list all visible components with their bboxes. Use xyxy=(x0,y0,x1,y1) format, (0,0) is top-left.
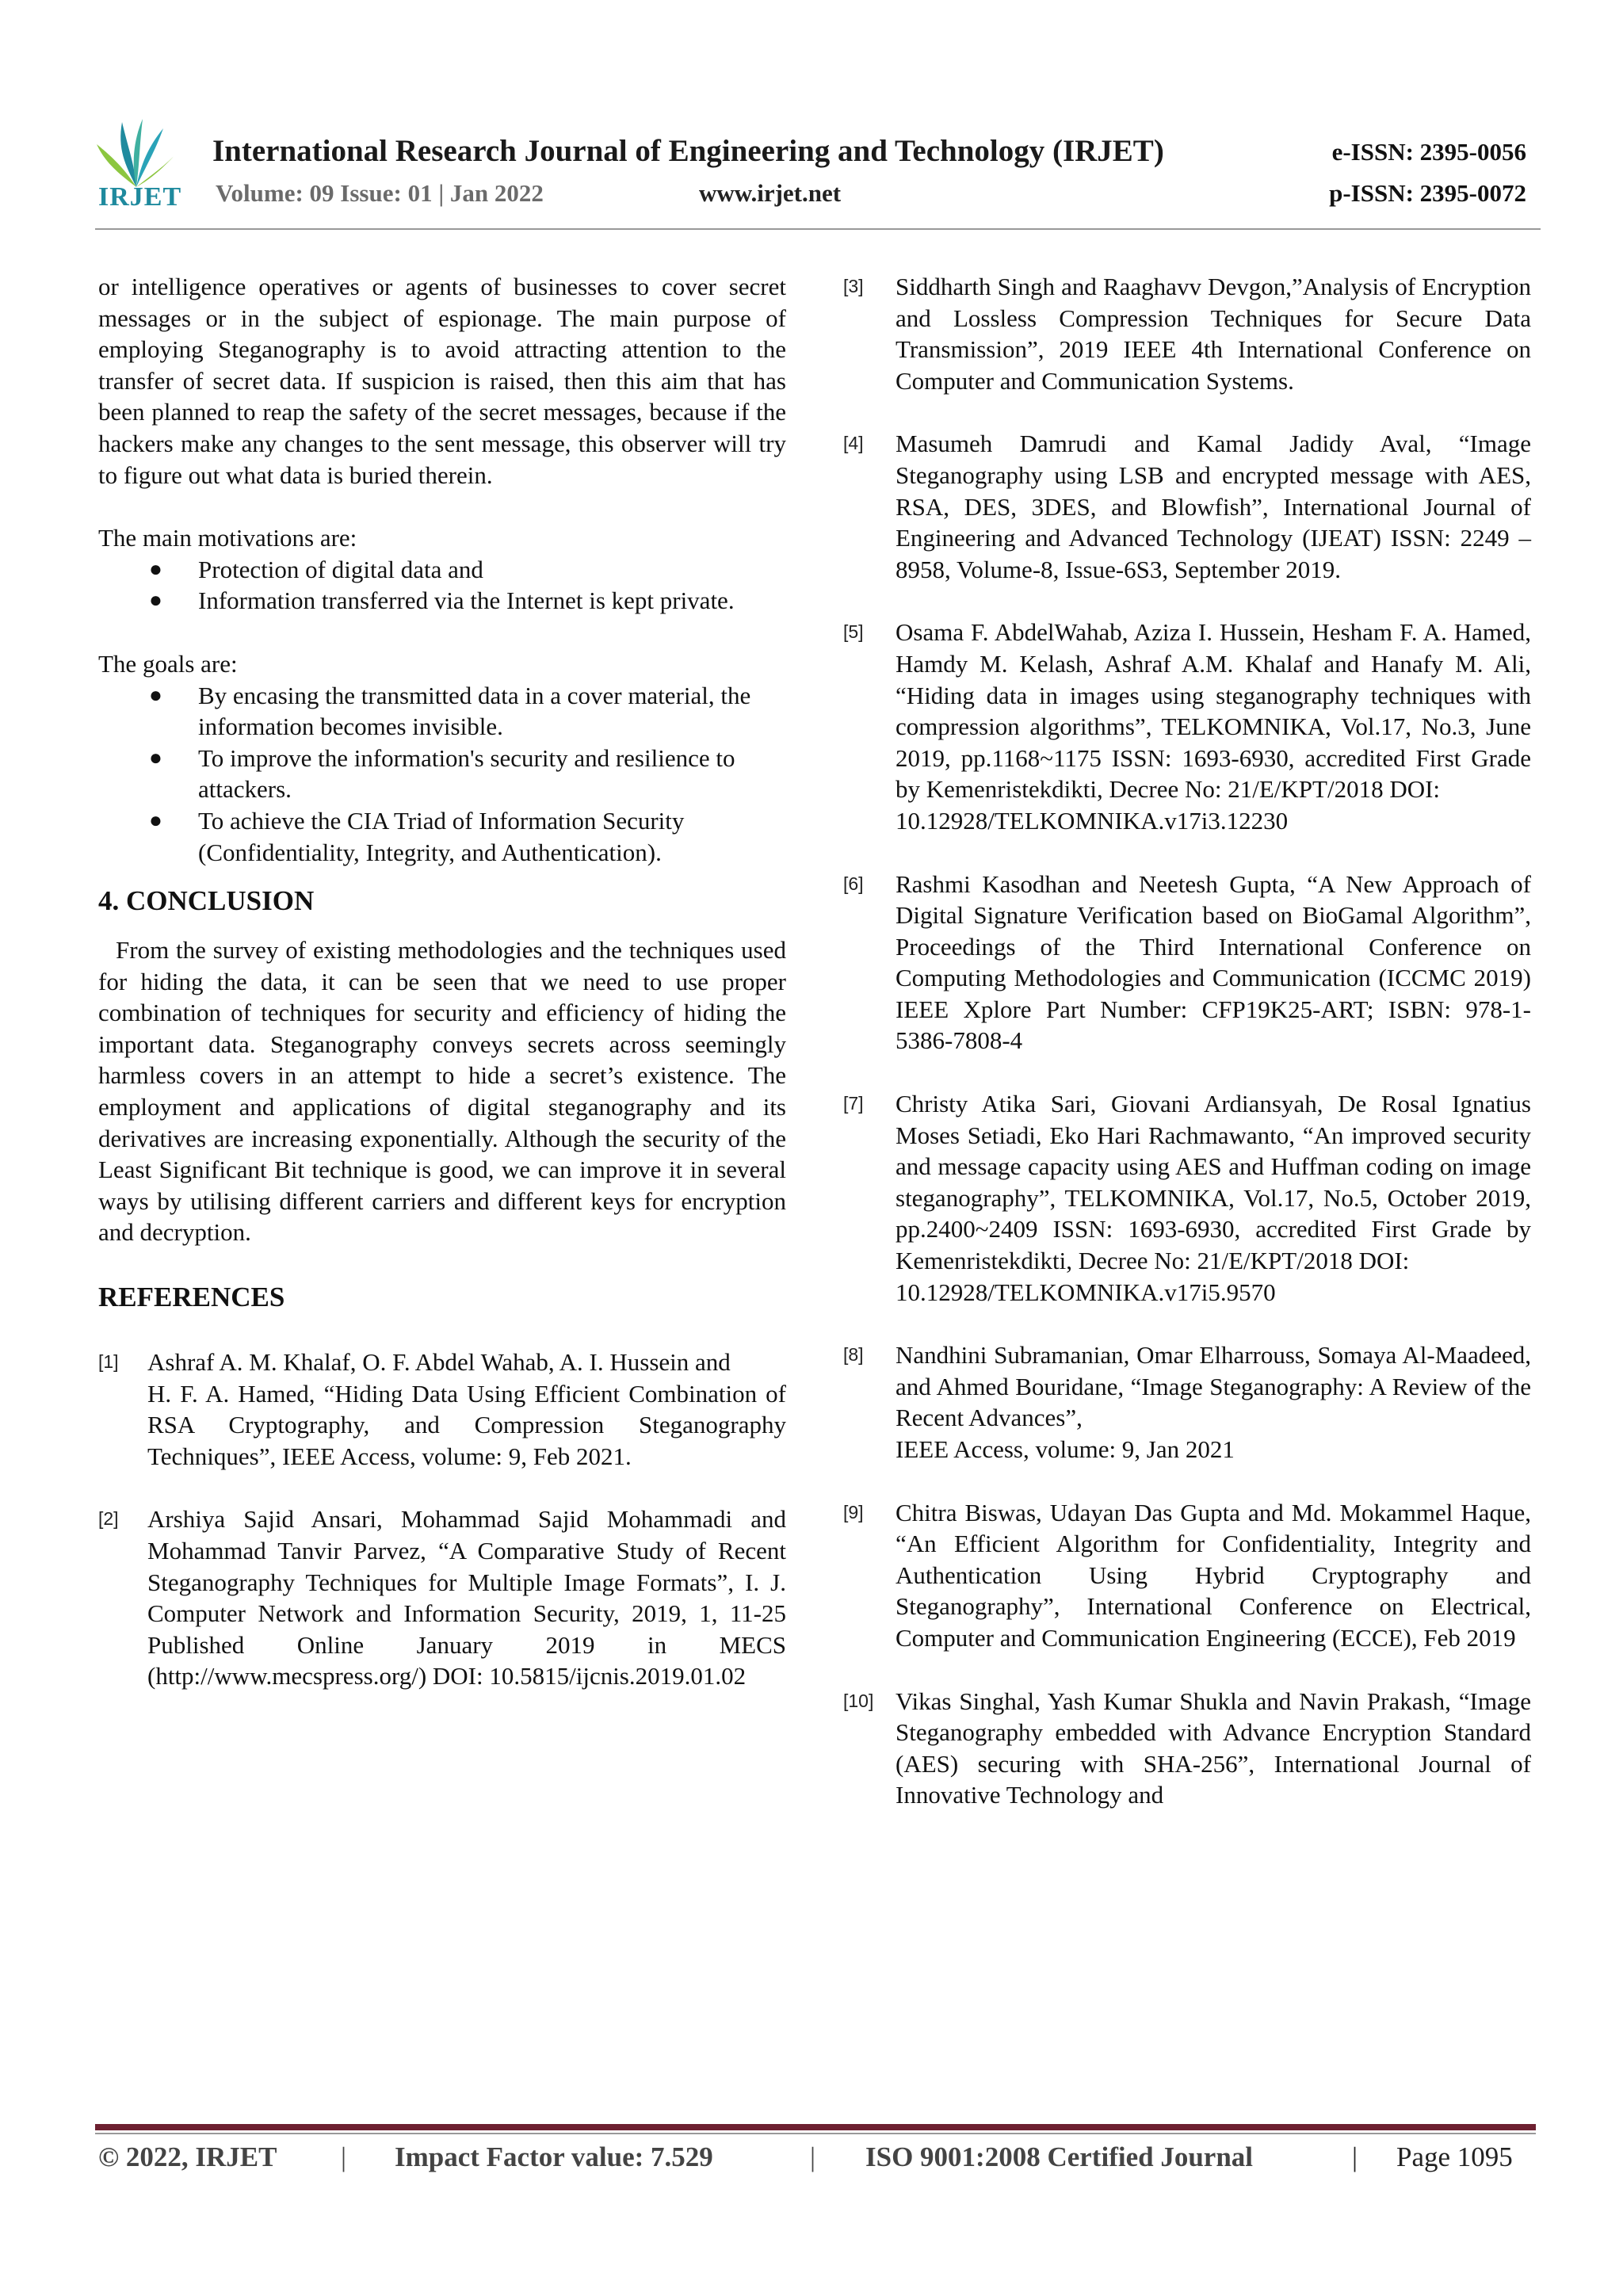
reference-number: [5] xyxy=(843,621,864,643)
reference-9: [9] Chitra Biswas, Udayan Das Gupta and Md. Mokammel Haque, “An Efficient Algorithm for Confidentiality, Integrity and Authentication Using Hybrid Cryptography and Steganography”, International Conference on Electrical, Computer and Communication Engineering (ECCE), Feb 2019 xyxy=(843,1498,1531,1652)
reference-number: [10] xyxy=(843,1690,874,1711)
goals-list xyxy=(98,680,786,869)
p-issn: p-ISSN: 2395-0072 xyxy=(1329,179,1526,207)
bullet-icon: ● xyxy=(149,808,162,833)
conclusion-heading: 4. CONCLUSION xyxy=(98,885,315,917)
reference-number: [9] xyxy=(843,1501,864,1522)
reference-2: [2] Arshiya Sajid Ansari, Mohammad Sajid Mohammadi and Mohammad Tanvir Parvez, “A Comparative Study of Recent Steganography Techniques for Multiple Image Formats”, I. J. Computer Network and Information Security, 2019, 1, 11-25 Published Online January 2019 in MECS (http://www.mecspress.org/) DOI: 10.5815/ijcnis.2019.01.02 xyxy=(98,1505,786,1690)
bullet-icon: ● xyxy=(149,588,162,613)
logo-text: IRJET xyxy=(98,182,182,212)
list-item: ● To achieve the CIA Triad of Information Security (Confidentiality, Integrity, and Authentication). xyxy=(149,806,685,866)
conclusion-paragraph: From the survey of existing methodologies and the techniques used for hiding the data, it can be seen that we need to use proper combination of techniques for security and efficiency of hiding the important data. Steganography conveys secrets across seemingly harmless covers in an attempt to hide a secret’s existence. The employment and applications of digital steganography and its derivatives are increasing exponentially. Although the security of the Least Significant Bit technique is good, we can improve it in several ways by utilising different carriers and different keys for encryption and decryption. xyxy=(98,936,786,1247)
reference-7: [7] Christy Atika Sari, Giovani Ardiansyah, De Rosal Ignatius Moses Setiadi, Eko Hari Rachmawanto, “An improved security and message capacity using AES and Huffman coding on image steganography”, TELKOMNIKA, Vol.17, No.5, October 2019, pp.2400~2409 ISSN: 1693-6930, accredited First Grade by Kemenristekdikti, Decree No: 21/E/KPT/2018 DOI: 10.12928/TELKOMNIKA.v17i5.9570 xyxy=(843,1090,1531,1306)
header-divider xyxy=(95,228,1541,230)
reference-number: [1] xyxy=(98,1351,119,1373)
motivations-list xyxy=(98,554,786,617)
journal-website[interactable]: www.irjet.net xyxy=(699,179,842,207)
footer-rule-thin xyxy=(95,2133,1536,2134)
reference-1: [1] Ashraf A. M. Khalaf, O. F. Abdel Wahab, A. I. Hussein and H. F. A. Hamed, “Hiding Data Using Efficient Combination of RSA Cryptography, and Compression Steganography Techniques”, IEEE Access, volume: 9, Feb 2021. xyxy=(98,1348,786,1470)
list-item: ● Protection of digital data and xyxy=(98,554,786,586)
e-issn: e-ISSN: 2395-0056 xyxy=(1331,138,1526,166)
footer-rule xyxy=(95,2124,1536,2130)
footer-separator: | xyxy=(1352,2141,1358,2172)
page-number: Page 1095 xyxy=(1396,2141,1513,2172)
leaf-logo-icon xyxy=(94,117,179,190)
references-heading: REFERENCES xyxy=(98,1282,285,1313)
reference-5: [5] Osama F. AbdelWahab, Aziza I. Hussein, Hesham F. A. Hamed, Hamdy M. Kelash, Ashraf A.M. Khalaf and Hanafy M. Ali, “Hiding data in images using steganography techniques with compression algorithms”, TELKOMNIKA, Vol.17, No.3, June 2019, pp.1168~1175 ISSN: 1693-6930, accredited First Grade by Kemenristekdikti, Decree No: 21/E/KPT/2018 DOI: 10.12928/TELKOMNIKA.v17i3.12230 xyxy=(843,618,1531,835)
bullet-icon: ● xyxy=(149,556,162,582)
motivations-heading: The main motivations are: xyxy=(98,524,357,552)
list-item: ● By encasing the transmitted data in a cover material, the information becomes invisible. xyxy=(149,681,751,741)
footer-separator: | xyxy=(341,2141,347,2172)
footer-separator: | xyxy=(810,2141,816,2172)
reference-number: [2] xyxy=(98,1508,119,1530)
reference-8: [8] Nandhini Subramanian, Omar Elharrouss, Somaya Al-Maadeed, and Ahmed Bouridane, “Image Steganography: A Review of the Recent Advances”, IEEE Access, volume: 9, Jan 2021 xyxy=(843,1341,1531,1463)
reference-number: [7] xyxy=(843,1093,864,1114)
footer-copyright: © 2022, IRJET xyxy=(98,2141,277,2172)
reference-number: [8] xyxy=(843,1344,864,1366)
volume-info: Volume: 09 Issue: 01 | Jan 2022 xyxy=(216,179,544,207)
goals-heading: The goals are: xyxy=(98,649,238,678)
reference-number: [6] xyxy=(843,873,864,894)
intro-paragraph: or intelligence operatives or agents of businesses to cover secret messages or in the subject of espionage. The main purpose of employing Steganography is to avoid attracting attention to the transfer of secret data. If suspicion is raised, then this aim that has been planned to reap the safety of the secret messages, because if the hackers make any changes to the sent message, this observer will try to figure out what data is buried therein. xyxy=(98,273,786,489)
footer-impact-factor: Impact Factor value: 7.529 xyxy=(395,2141,713,2172)
bullet-icon: ● xyxy=(149,682,162,708)
list-item: ● Information transferred via the Internet is kept private. xyxy=(98,585,786,617)
left-column xyxy=(98,271,786,1692)
reference-3: [3] Siddharth Singh and Raaghavv Devgon,”Analysis of Encryption and Lossless Compression Techniques for Secure Data Transmission”, 2019 IEEE 4th International Conference on Computer and Communication Systems. xyxy=(843,273,1531,395)
journal-title: International Research Journal of Engineering and Technology (IRJET) xyxy=(212,134,1164,168)
list-item: ● To improve the information's security and resilience to attackers. xyxy=(149,743,735,804)
reference-number: [4] xyxy=(843,433,864,454)
reference-6: [6] Rashmi Kasodhan and Neetesh Gupta, “A New Approach of Digital Signature Verification based on BioGamal Algorithm”, Proceedings of the Third International Conference on Computing Methodologies and Communication (ICCMC 2019) IEEE Xplore Part Number: CFP19K25-ART; ISBN: 978-1-5386-7808-4 xyxy=(843,869,1531,1055)
right-column xyxy=(843,271,1531,1811)
irjet-logo xyxy=(94,117,182,212)
reference-10: [10] Vikas Singhal, Yash Kumar Shukla and Navin Prakash, “Image Steganography embedded with Advance Encryption Standard (AES) securing with SHA-256”, International Journal of Innovative Technology and xyxy=(843,1687,1531,1809)
reference-4: [4] Masumeh Damrudi and Kamal Jadidy Aval, “Image Steganography using LSB and encrypted message with AES, RSA, DES, 3DES, and Blowfish”, International Journal of Engineering and Advanced Technology (IJEAT) ISSN: 2249 – 8958, Volume-8, Issue-6S3, September 2019. xyxy=(843,430,1531,583)
reference-number: [3] xyxy=(843,276,864,296)
bullet-icon: ● xyxy=(149,745,162,770)
footer-iso: ISO 9001:2008 Certified Journal xyxy=(865,2141,1254,2172)
